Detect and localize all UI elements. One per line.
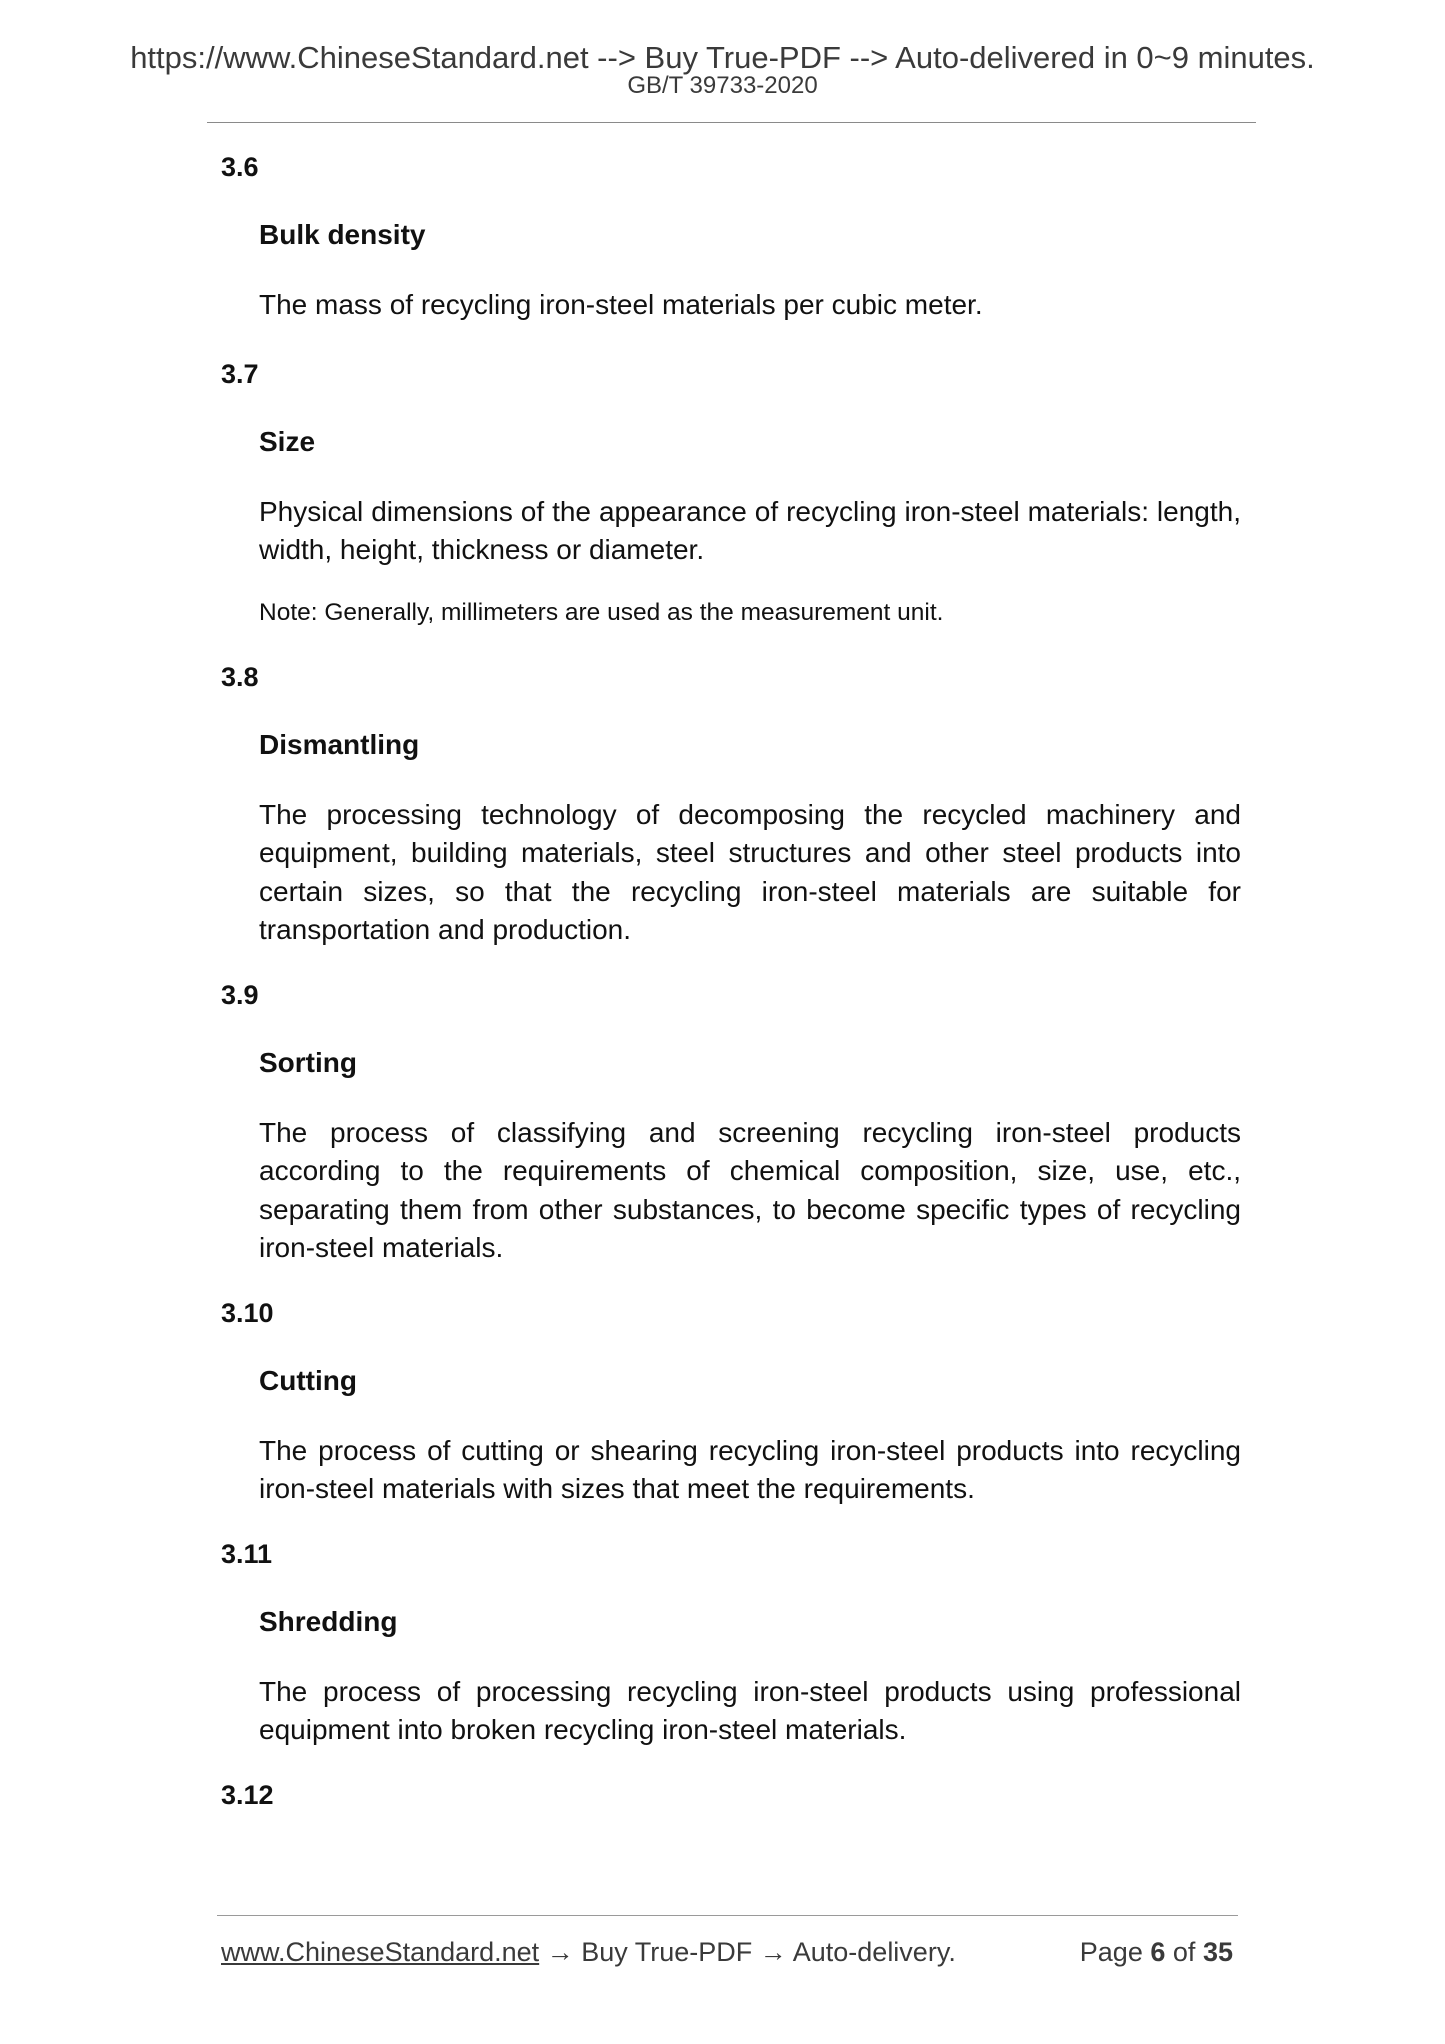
- clause-number-3-11: 3.11: [221, 1538, 273, 1569]
- definition-cutting: The process of cutting or shearing recycling iron-steel products into recycling iron-steel materials with sizes that meet the requirements.: [259, 1434, 1241, 1504]
- source-banner: https://www.ChineseStandard.net --> Buy True-PDF --> Auto-delivered in 0~9 minutes.: [130, 40, 1315, 75]
- term-dismantling: Dismantling: [259, 728, 420, 760]
- definition-dismantling: The processing technology of decomposing the recycled machinery and equipment, building materials, steel structures and other steel products into certain sizes, so that the recycling iron-steel materials are suitable for transportation and production.: [259, 798, 1241, 945]
- document-body: [221, 150, 1241, 1846]
- clause-number-3-8: 3.8: [221, 661, 259, 692]
- page-total: 35: [1202, 1937, 1233, 1967]
- page-of-label: of: [1172, 1937, 1196, 1967]
- page-current: 6: [1150, 1937, 1166, 1967]
- definition-bulk-density: The mass of recycling iron-steel materials per cubic meter.: [259, 289, 983, 320]
- clause-number-3-9: 3.9: [221, 979, 259, 1010]
- header-divider: [207, 122, 1256, 123]
- footer-site-link[interactable]: www.ChineseStandard.net: [221, 1937, 540, 1967]
- term-cutting: Cutting: [259, 1364, 357, 1396]
- term-sorting: Sorting: [259, 1046, 357, 1078]
- term-size: Size: [259, 425, 316, 457]
- clause-number-3-7: 3.7: [221, 358, 259, 389]
- standard-code: GB/T 39733-2020: [627, 72, 818, 99]
- clause-number-3-10: 3.10: [221, 1297, 274, 1328]
- footer-divider: [217, 1915, 1238, 1916]
- definition-shredding: The process of processing recycling iron-steel products using professional equipment into broken recycling iron-steel materials.: [259, 1675, 1241, 1745]
- definition-size: Physical dimensions of the appearance of recycling iron-steel materials: length, width, height, thickness or diameter.: [259, 495, 1241, 565]
- page-indicator: [1080, 1934, 1233, 1970]
- clause-number-3-6: 3.6: [221, 152, 259, 182]
- clause-number-3-12: 3.12: [221, 1779, 274, 1810]
- term-shredding: Shredding: [259, 1605, 398, 1637]
- definition-sorting: The process of classifying and screening recycling iron-steel products according to the requirements of chemical composition, size, use, etc., separating them from other substances, to become specific types of recycling iron-steel materials.: [259, 1116, 1241, 1263]
- term-bulk-density: Bulk density: [259, 219, 426, 250]
- page-label: Page: [1079, 1937, 1143, 1967]
- note-size: Note: Generally, millimeters are used as the measurement unit.: [259, 598, 944, 626]
- footer-promo: [221, 1934, 956, 1970]
- footer-promo-text: → Buy True-PDF → Auto-delivery.: [539, 1937, 956, 1967]
- page-footer: [221, 1934, 1233, 1970]
